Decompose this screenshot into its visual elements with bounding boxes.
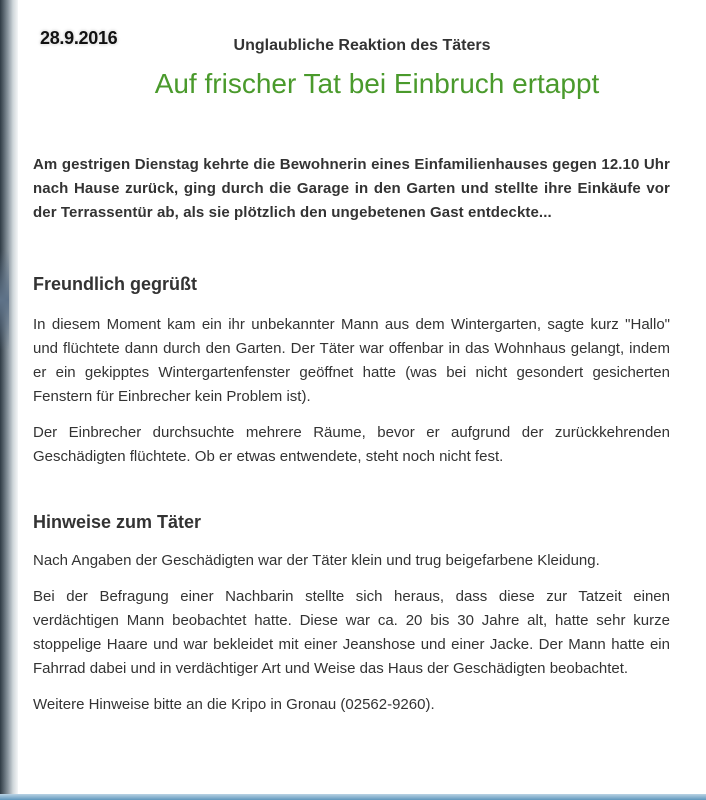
article-headline: Auf frischer Tat bei Einbruch ertappt	[154, 68, 600, 99]
paragraph: Der Einbrecher durchsuchte mehrere Räume, bevor er aufgrund der zurückkehrenden Geschädigten flüchtete. Ob er etwas entwendete, steht noch nicht fest.	[33, 424, 670, 465]
paragraph: In diesem Moment kam ein ihr unbekannter Mann aus dem Wintergarten, sagte kurz "Hallo" und flüchtete dann durch den Garten. Der Täter war offenbar in das Wohnhaus gelangt, indem er ein gekipptes Wintergartenfenster geöffnet hatte (was bei nicht gesondert gesicherten Fenstern für Einbrecher kein Problem ist).	[33, 316, 670, 405]
left-edge-shadow	[0, 250, 9, 350]
article-page	[18, 0, 706, 794]
date-stamp: 28.9.2016	[40, 28, 118, 48]
section-heading-greeting: Freundlich gegrüßt	[33, 274, 197, 294]
paragraph: Nach Angaben der Geschädigten war der Täter klein und trug beigefarbene Kleidung.	[33, 552, 600, 569]
bottom-bar	[0, 794, 706, 800]
article-kicker: Unglaubliche Reaktion des Täters	[233, 37, 491, 54]
contact-paragraph: Weitere Hinweise bitte an die Kripo in Gronau (02562-9260).	[33, 696, 435, 713]
article-lead: Am gestrigen Dienstag kehrte die Bewohnerin eines Einfamilienhauses gegen 12.10 Uhr nach Hause zurück, ging durch die Garage in den Garten und stellte ihre Einkäufe vor der Terrassentür ab, als sie plötzlich den ungebetenen Gast entdeckte...	[33, 156, 670, 221]
paragraph: Bei der Befragung einer Nachbarin stellte sich heraus, dass diese zur Tatzeit einen verdächtigen Mann beobachtet hatte. Diese war ca. 20 bis 30 Jahre alt, hatte sehr kurze stoppelige Haare und war bekleidet mit einer Jeanshose und einer Jacke. Der Mann hatte ein Fahrrad dabei und in verdächtiger Art und Weise das Haus der Geschädigten beobachtet.	[33, 588, 670, 677]
article-body	[33, 153, 670, 717]
section-heading-suspect-info: Hinweise zum Täter	[33, 512, 202, 532]
left-window-edge	[0, 0, 18, 800]
